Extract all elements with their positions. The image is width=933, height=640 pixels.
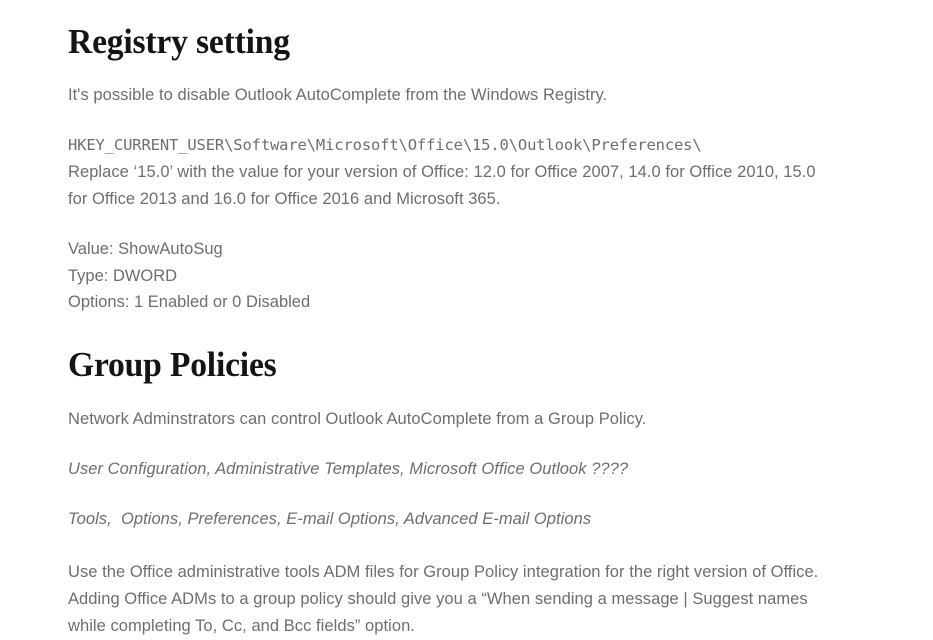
registry-value-details <box>68 236 825 316</box>
group-policy-path-primary: User Configuration, Administrative Templates, Microsoft Office Outlook ???? <box>68 459 629 478</box>
registry-intro-paragraph: It's possible to disable Outlook AutoComplete from the Windows Registry. <box>68 86 608 105</box>
page-title: Registry setting <box>68 22 290 61</box>
registry-version-note: Replace ‘15.0’ with the value for your version of Office: 12.0 for Office 2007, 14.0 for Office 2010, 15.0 for Office 2013 and 16.0 for Office 2016 and Microsoft 365. <box>68 163 816 209</box>
registry-value-options: Options: 1 Enabled or 0 Disabled <box>68 293 311 312</box>
registry-key-block <box>68 132 825 213</box>
group-policy-path-secondary: Tools, Options, Preferences, E-mail Options, Advanced E-mail Options <box>68 509 592 528</box>
section-group-policies <box>68 345 825 640</box>
registry-key-path: HKEY_CURRENT_USER\Software\Microsoft\Office\15.0\Outlook\Preferences\ <box>68 136 702 155</box>
section-registry-setting <box>68 14 825 316</box>
group-policies-heading: Group Policies <box>68 344 277 384</box>
registry-value-type: Type: DWORD <box>68 266 178 285</box>
registry-value-name: Value: ShowAutoSug <box>68 240 223 259</box>
group-policies-intro-paragraph: Network Adminstrators can control Outlook AutoComplete from a Group Policy. <box>68 409 647 428</box>
group-policies-closing-paragraph: Use the Office administrative tools ADM files for Group Policy integration for the right version of Office. Adding Office ADMs to a group policy should give you a “When sending a message | Suggest names while completing To, Cc, and Bcc fields” option. <box>68 562 819 635</box>
